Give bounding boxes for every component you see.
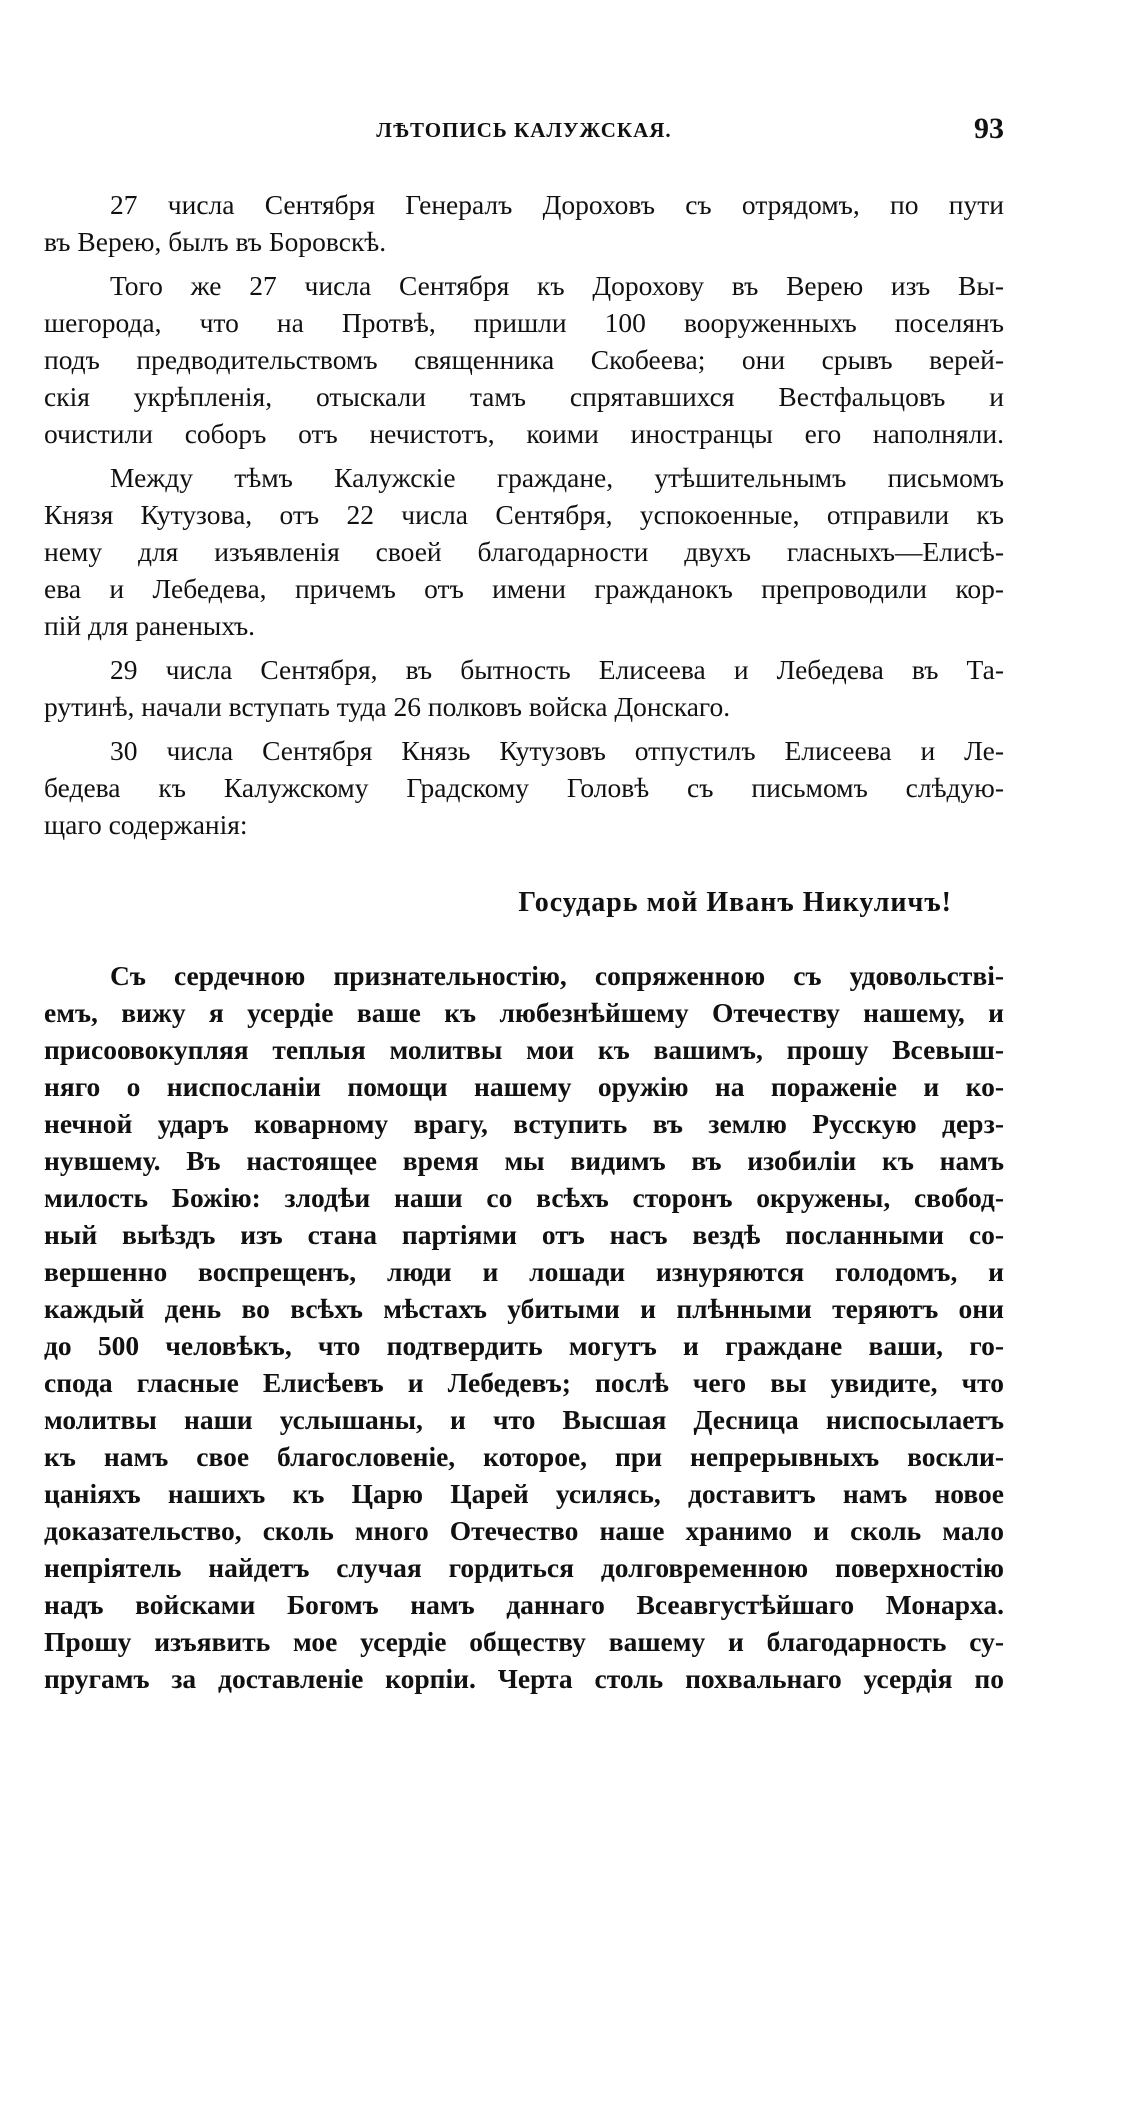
text-line: до 500 человѣкъ, что подтвердить могутъ и граждане ваши, го- (44, 1330, 1004, 1361)
text-line: цаніяхъ нашихъ къ Царю Царей усилясь, доставитъ намъ новое (44, 1478, 1004, 1509)
text-line: шегорода, что на Протвѣ, пришли 100 вооруженныхъ поселянъ (44, 307, 1004, 338)
body-text (44, 186, 1004, 1697)
text-line: щаго содержанія: (44, 809, 248, 840)
text-line: нечной ударъ коварному врагу, вступить въ землю Русскую дерз- (44, 1108, 1004, 1139)
text-line: пій для раненыхъ. (44, 610, 256, 641)
text-line: къ намъ свое благословеніе, которое, при непрерывныхъ воскли- (44, 1441, 1004, 1472)
text-line: подъ предводительствомъ священника Скобеева; они срывъ верей- (44, 344, 1004, 375)
text-line: надъ войсками Богомъ намъ даннаго Всеавгустѣйшаго Монарха. (44, 1589, 1004, 1620)
text-line: вершенно воспрещенъ, люди и лошади изнуряются голодомъ, и (44, 1256, 1004, 1287)
text-line: няго о ниспосланіи помощи нашему оружію на пораженіе и ко- (44, 1071, 1004, 1102)
paragraph-5 (44, 732, 1004, 843)
text-line: Прошу изъявить мое усердіе обществу вашему и благодарность су- (44, 1626, 1004, 1657)
text-line: въ Верею, былъ въ Боровскѣ. (44, 226, 387, 257)
text-line: присоовокупляя теплыя молитвы мои къ вашимъ, прошу Всевыш- (44, 1034, 1004, 1065)
text-line: 30 числа Сентября Князь Кутузовъ отпустилъ Елисеева и Ле- (110, 735, 1004, 766)
text-line: каждый день во всѣхъ мѣстахъ убитыми и плѣнными теряютъ они (44, 1293, 1004, 1324)
text-line: нему для изъявленія своей благодарности двухъ гласныхъ—Елисѣ- (44, 536, 1004, 567)
text-line: очистили соборъ отъ нечистотъ, коими иностранцы его наполняли. (44, 418, 1004, 449)
text-line: доказательство, сколь много Отечество наше хранимо и сколь мало (44, 1515, 1004, 1546)
text-line: молитвы наши услышаны, и что Высшая Десница ниспосылаетъ (44, 1404, 1004, 1435)
text-line: 27 числа Сентября Генералъ Дороховъ съ отрядомъ, по пути (110, 189, 1004, 220)
text-line: емъ, вижу я усердіе ваше къ любезнѣйшему Отечеству нашему, и (44, 997, 1004, 1028)
text-line: спода гласные Елисѣевъ и Лебедевъ; послѣ чего вы увидите, что (44, 1367, 1004, 1398)
text-line: Того же 27 числа Сентября къ Дорохову въ Верею изъ Вы- (110, 270, 1004, 301)
text-line: 29 числа Сентября, въ бытность Елисеева и Лебедева въ Та- (110, 654, 1004, 685)
letter-body (44, 957, 1004, 1697)
paragraph-4 (44, 651, 1004, 725)
text-line: милость Божію: злодѣи наши со всѣхъ сторонъ окружены, свобод- (44, 1182, 1004, 1213)
text-line: ный выѣздъ изъ стана партіями отъ насъ вездѣ посланными со- (44, 1219, 1004, 1250)
text-line: Съ сердечною признательностію, сопряженною съ удовольстві- (110, 960, 1004, 991)
paragraph-2 (44, 267, 1004, 452)
text-line: бедева къ Калужскому Градскому Головѣ съ письмомъ слѣдую- (44, 772, 1004, 803)
text-line: непріятель найдетъ случая гордиться долговременною поверхностію (44, 1552, 1004, 1583)
text-line: ева и Лебедева, причемъ отъ имени гражданокъ препроводили кор- (44, 573, 1004, 604)
paragraph-3 (44, 459, 1004, 644)
paragraph-1 (44, 186, 1004, 260)
text-line: скія укрѣпленія, отыскали тамъ спрятавшихся Вестфальцовъ и (44, 381, 1004, 412)
text-line: Князя Кутузова, отъ 22 числа Сентября, успокоенные, отправили къ (44, 499, 1004, 530)
text-line: рутинѣ, начали вступать туда 26 полковъ войска Донскаго. (44, 691, 731, 722)
text-line: нувшему. Въ настоящее время мы видимъ въ изобиліи къ намъ (44, 1145, 1004, 1176)
text-line: пругамъ за доставленіе корпіи. Черта столь похвальнаго усердія по (44, 1663, 1004, 1694)
page-header (44, 112, 1004, 152)
text-line: Между тѣмъ Калужскіе граждане, утѣшительнымъ письмомъ (110, 462, 1004, 493)
page-number: 93 (974, 112, 1004, 145)
letter-salutation: Государь мой Иванъ Никуличъ! (518, 887, 952, 918)
running-title: ЛѢТОПИСЬ КАЛУЖСКАЯ. (376, 118, 672, 142)
